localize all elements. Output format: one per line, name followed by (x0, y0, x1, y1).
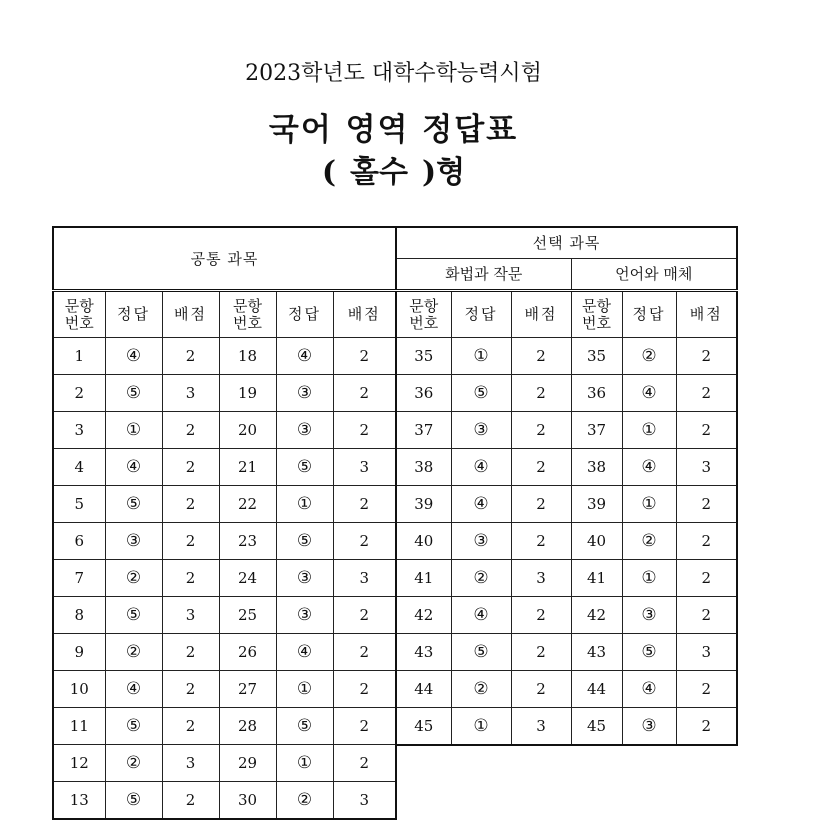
table-row (53, 375, 396, 412)
score-value: 2 (511, 597, 571, 634)
score-value: 2 (333, 375, 396, 412)
score-value: 3 (333, 782, 396, 820)
question-number: 41 (396, 560, 451, 597)
score-value: 2 (333, 708, 396, 745)
answer-mark: ③ (105, 523, 162, 560)
common-answer-table (52, 226, 397, 820)
table-row (396, 671, 737, 708)
table-row (53, 597, 396, 634)
answer-mark: ① (276, 486, 333, 523)
question-number: 6 (53, 523, 105, 560)
subject-title: 국어 영역 정답표 (268, 112, 519, 148)
score-value: 2 (162, 671, 219, 708)
score-value: 3 (162, 745, 219, 782)
question-number: 45 (571, 708, 622, 746)
answer-mark: ⑤ (276, 708, 333, 745)
answer-mark: ⑤ (622, 634, 676, 671)
score-value: 2 (676, 486, 737, 523)
answer-mark: ④ (451, 449, 511, 486)
question-number: 38 (571, 449, 622, 486)
question-number: 1 (53, 338, 105, 375)
common-col-header: 정답 (276, 291, 333, 338)
common-col-header: 문항 번호 (53, 291, 105, 338)
table-row (396, 375, 737, 412)
table-row (53, 338, 396, 375)
answer-mark: ⑤ (105, 708, 162, 745)
question-number: 37 (396, 412, 451, 449)
answer-mark: ⑤ (105, 375, 162, 412)
question-number: 36 (571, 375, 622, 412)
answer-mark: ③ (276, 560, 333, 597)
question-number: 26 (219, 634, 276, 671)
score-value: 2 (511, 486, 571, 523)
score-value: 3 (162, 375, 219, 412)
question-number: 35 (571, 338, 622, 375)
score-value: 2 (511, 375, 571, 412)
elective-col-header: 문항 번호 (396, 291, 451, 338)
score-value: 3 (333, 560, 396, 597)
score-value: 2 (162, 412, 219, 449)
answer-mark: ② (105, 560, 162, 597)
score-value: 2 (333, 634, 396, 671)
answer-mark: ③ (276, 597, 333, 634)
elective-col-header: 배점 (676, 291, 737, 338)
answer-mark: ① (105, 412, 162, 449)
answer-mark: ② (622, 338, 676, 375)
exam-type (0, 147, 787, 191)
question-number: 30 (219, 782, 276, 820)
table-row (53, 671, 396, 708)
answer-mark: ④ (105, 449, 162, 486)
table-row (53, 523, 396, 560)
answer-mark: ① (622, 412, 676, 449)
common-section-title: 공통 과목 (53, 227, 396, 291)
elective-group-speech-writing: 화법과 작문 (396, 259, 571, 291)
answer-mark: ① (622, 486, 676, 523)
table-row (53, 634, 396, 671)
score-value: 2 (333, 745, 396, 782)
score-value: 2 (333, 597, 396, 634)
question-number: 38 (396, 449, 451, 486)
elective-col-header: 정답 (622, 291, 676, 338)
answer-mark: ④ (276, 338, 333, 375)
score-value: 2 (511, 634, 571, 671)
question-number: 4 (53, 449, 105, 486)
elective-group-language-media: 언어와 매체 (571, 259, 737, 291)
table-row (53, 745, 396, 782)
answer-mark: ⑤ (451, 375, 511, 412)
answer-mark: ① (451, 338, 511, 375)
question-number: 39 (396, 486, 451, 523)
table-row (53, 708, 396, 745)
elective-section-title: 선택 과목 (396, 227, 737, 259)
answer-mark: ⑤ (105, 782, 162, 820)
table-row (53, 560, 396, 597)
score-value: 2 (676, 671, 737, 708)
common-col-header: 문항 번호 (219, 291, 276, 338)
answer-mark: ④ (622, 449, 676, 486)
answer-mark: ③ (622, 597, 676, 634)
table-row (396, 597, 737, 634)
answer-mark: ② (276, 782, 333, 820)
question-number: 13 (53, 782, 105, 820)
type-value: 홀수 (350, 155, 408, 190)
elective-col-header: 문항 번호 (571, 291, 622, 338)
question-number: 19 (219, 375, 276, 412)
answer-mark: ② (451, 671, 511, 708)
score-value: 3 (676, 634, 737, 671)
question-number: 24 (219, 560, 276, 597)
question-number: 3 (53, 412, 105, 449)
table-row (53, 412, 396, 449)
answer-mark: ⑤ (451, 634, 511, 671)
score-value: 3 (162, 597, 219, 634)
score-value: 2 (162, 634, 219, 671)
question-number: 45 (396, 708, 451, 746)
question-number: 21 (219, 449, 276, 486)
question-number: 41 (571, 560, 622, 597)
common-col-header: 정답 (105, 291, 162, 338)
question-number: 44 (571, 671, 622, 708)
type-open-paren: ( (321, 155, 337, 190)
score-value: 2 (333, 671, 396, 708)
score-value: 2 (676, 560, 737, 597)
question-number: 36 (396, 375, 451, 412)
question-number: 7 (53, 560, 105, 597)
score-value: 2 (162, 338, 219, 375)
score-value: 2 (162, 523, 219, 560)
answer-mark: ② (451, 560, 511, 597)
question-number: 8 (53, 597, 105, 634)
score-value: 2 (676, 523, 737, 560)
score-value: 2 (162, 486, 219, 523)
score-value: 2 (676, 597, 737, 634)
answer-mark: ② (622, 523, 676, 560)
score-value: 2 (511, 412, 571, 449)
question-number: 23 (219, 523, 276, 560)
score-value: 3 (511, 708, 571, 746)
answer-mark: ① (276, 745, 333, 782)
score-value: 2 (676, 338, 737, 375)
score-value: 2 (511, 449, 571, 486)
score-value: 3 (676, 449, 737, 486)
question-number: 9 (53, 634, 105, 671)
answer-mark: ⑤ (276, 523, 333, 560)
answer-mark: ② (105, 634, 162, 671)
score-value: 2 (676, 375, 737, 412)
question-number: 40 (396, 523, 451, 560)
score-value: 2 (511, 338, 571, 375)
answer-mark: ④ (105, 338, 162, 375)
table-row (396, 560, 737, 597)
question-number: 22 (219, 486, 276, 523)
table-row (396, 449, 737, 486)
question-number: 44 (396, 671, 451, 708)
question-number: 43 (396, 634, 451, 671)
answer-mark: ⑤ (276, 449, 333, 486)
common-col-header: 배점 (162, 291, 219, 338)
answer-mark: ① (622, 560, 676, 597)
question-number: 25 (219, 597, 276, 634)
answer-mark: ① (451, 708, 511, 746)
table-row (53, 449, 396, 486)
answer-mark: ⑤ (105, 597, 162, 634)
elective-answer-table (395, 226, 738, 746)
score-value: 2 (162, 782, 219, 820)
question-number: 37 (571, 412, 622, 449)
answer-mark: ⑤ (105, 486, 162, 523)
score-value: 3 (333, 449, 396, 486)
type-close: )형 (421, 155, 466, 190)
answer-mark: ③ (451, 412, 511, 449)
score-value: 2 (333, 486, 396, 523)
table-row (396, 412, 737, 449)
question-number: 12 (53, 745, 105, 782)
score-value: 2 (676, 708, 737, 746)
question-number: 43 (571, 634, 622, 671)
answer-mark: ③ (451, 523, 511, 560)
table-row (396, 523, 737, 560)
score-value: 3 (511, 560, 571, 597)
exam-title: 2023학년도 대학수학능력시험 (245, 61, 542, 86)
common-col-header: 배점 (333, 291, 396, 338)
answer-mark: ② (105, 745, 162, 782)
table-row (396, 338, 737, 375)
score-value: 2 (676, 412, 737, 449)
table-row (396, 708, 737, 746)
question-number: 35 (396, 338, 451, 375)
answer-mark: ④ (451, 597, 511, 634)
table-row (53, 486, 396, 523)
table-row (396, 486, 737, 523)
question-number: 28 (219, 708, 276, 745)
answer-mark: ④ (105, 671, 162, 708)
question-number: 11 (53, 708, 105, 745)
answer-mark: ③ (276, 412, 333, 449)
table-row (396, 634, 737, 671)
answer-mark: ④ (622, 375, 676, 412)
elective-col-header: 배점 (511, 291, 571, 338)
table-row (53, 782, 396, 820)
score-value: 2 (333, 523, 396, 560)
question-number: 40 (571, 523, 622, 560)
answer-mark: ④ (451, 486, 511, 523)
score-value: 2 (333, 338, 396, 375)
question-number: 39 (571, 486, 622, 523)
question-number: 5 (53, 486, 105, 523)
answer-mark: ① (276, 671, 333, 708)
answer-mark: ③ (622, 708, 676, 746)
question-number: 42 (396, 597, 451, 634)
answer-mark: ④ (276, 634, 333, 671)
score-value: 2 (162, 708, 219, 745)
elective-col-header: 정답 (451, 291, 511, 338)
question-number: 27 (219, 671, 276, 708)
answer-mark: ④ (622, 671, 676, 708)
question-number: 10 (53, 671, 105, 708)
score-value: 2 (162, 560, 219, 597)
question-number: 18 (219, 338, 276, 375)
question-number: 2 (53, 375, 105, 412)
score-value: 2 (333, 412, 396, 449)
question-number: 29 (219, 745, 276, 782)
score-value: 2 (511, 523, 571, 560)
answer-mark: ③ (276, 375, 333, 412)
question-number: 20 (219, 412, 276, 449)
question-number: 42 (571, 597, 622, 634)
score-value: 2 (511, 671, 571, 708)
score-value: 2 (162, 449, 219, 486)
